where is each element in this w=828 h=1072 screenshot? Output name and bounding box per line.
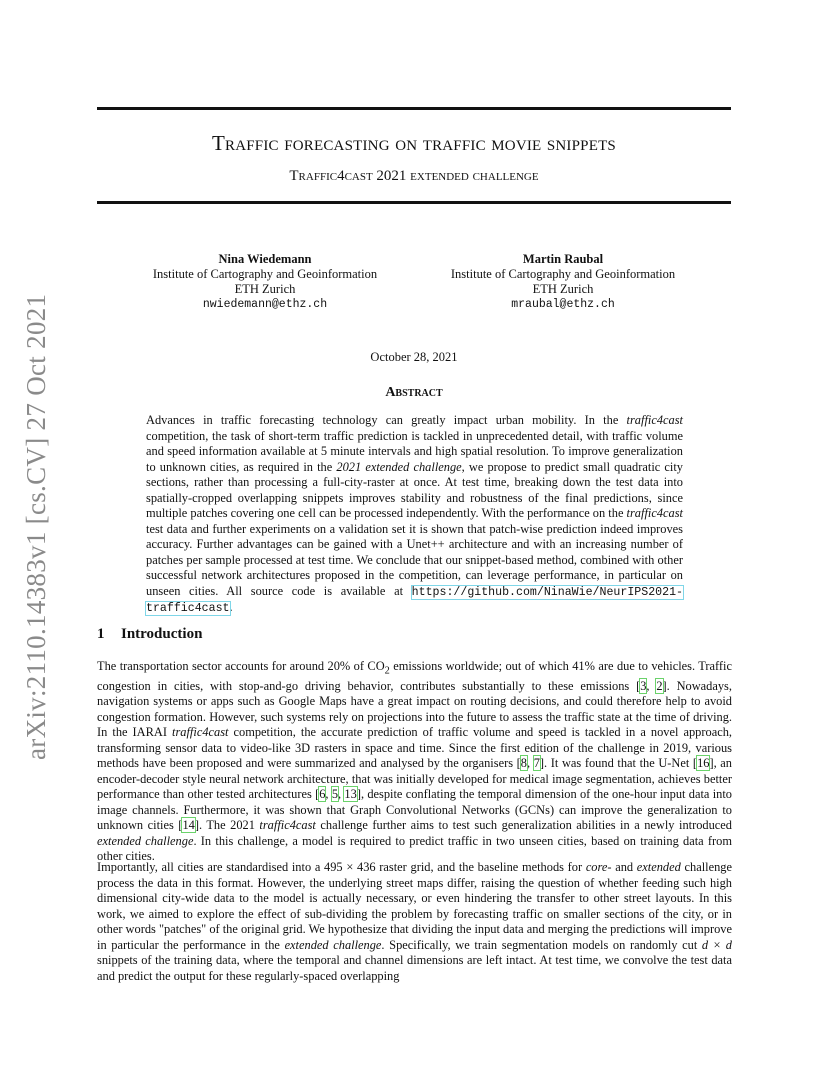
- author-affiliation: Institute of Cartography and Geoinformation: [152, 267, 378, 281]
- body-text: challenge further aims to test such generalization abilities in a newly introduced: [315, 818, 733, 833]
- subscript: 2: [384, 665, 390, 677]
- body-text: ]. The 2021: [194, 818, 260, 833]
- title-rule-top: [97, 107, 731, 110]
- body-emphasis: traffic4cast: [172, 725, 229, 740]
- body-text: Importantly, all cities are standardised into a 495 × 436 raster grid, and the baseline methods for: [97, 860, 586, 874]
- title-rule-bottom: [97, 201, 731, 204]
- body-text: ,: [646, 678, 657, 693]
- citation-link[interactable]: 8: [520, 756, 527, 771]
- body-text: snippets of the training data, where the temporal and channel dimensions are left intact. At test time, we convolve the test data and predict the output for these regularly-spaced overlapping: [97, 953, 732, 983]
- body-text: ,: [325, 787, 332, 802]
- author-block-1: [115, 252, 415, 312]
- paper-subtitle: Traffic4cast 2021 extended challenge: [289, 168, 539, 184]
- citation-link[interactable]: 14: [182, 818, 195, 833]
- author-name: Martin Raubal: [522, 252, 604, 266]
- author-block-2: [413, 252, 713, 312]
- introduction-paragraph-2: [97, 860, 732, 984]
- source-code-link[interactable]: https://github.com/NinaWie/NeurIPS2021-traffic4cast: [146, 585, 683, 615]
- citation-link[interactable]: 6: [319, 787, 326, 802]
- abstract-text: , we propose to predict small quadratic city sections, rather than processing a full-city-raster at once. At test time, breaking down the test data into spatially-cropped overlapping snippets improves stability and robustness of the final predictions, since multiple patches covering one cell can be processed independently. With the performance on the: [146, 459, 683, 520]
- body-emphasis: extended challenge: [97, 833, 194, 848]
- body-emphasis: traffic4cast: [259, 818, 316, 833]
- abstract-body: [146, 413, 683, 617]
- author-email[interactable]: mraubal@ethz.ch: [511, 298, 615, 311]
- body-text: . In this challenge, a model is required to predict traffic in two unseen cities, based on training data from other cities.: [97, 833, 732, 864]
- abstract-heading: Abstract: [385, 385, 443, 400]
- body-text: challenge process the data in this format. However, the underlying street maps differ, raising the question of whether feeding such high dimensional city-wide data to the model is actually necessary, or even hindering the transfer to other street layouts. In this work, we aimed to explore the effect of sub-dividing the problem by forecasting traffic on smaller sections of the city, or in other words "patches" of the original grid. We hypothesize that dividing the input data and merging the predictions will improve in particular the performance in the: [97, 860, 732, 952]
- author-institution: ETH Zurich: [532, 282, 594, 296]
- citation-link[interactable]: 2: [656, 678, 663, 693]
- body-text: - and: [607, 860, 637, 874]
- paper-date: October 28, 2021: [370, 350, 458, 364]
- introduction-paragraph-1: [97, 659, 732, 865]
- abstract-text: Advances in traffic forecasting technology can greatly impact urban mobility. In the: [146, 413, 627, 427]
- section-number: 1: [97, 626, 105, 642]
- author-email[interactable]: nwiedemann@ethz.ch: [202, 298, 328, 311]
- section-heading-introduction: [97, 626, 202, 643]
- body-text: emissions worldwide; out of which 41% are due to vehicles. Traffic congestion in cities, with stop-and-go driving behavior, contributes substantially to these emissions [: [97, 659, 732, 693]
- body-emphasis: extended challenge: [284, 937, 382, 952]
- body-text: ]. Nowadays, navigation systems or apps such as Google Maps have a great impact on routing decisions, and could therefore help to avoid congestion formation. However, such systems rely on projections into the future to assess the traffic state at the time of driving. In the IARAI: [97, 678, 732, 740]
- body-text: ], an encoder-decoder style neural network architecture, that was initially developed for medical image segmentation, achieves better performance than other tested architectures [: [97, 756, 732, 802]
- abstract-text: competition, the task of short-term traffic prediction is tackled in unprecedented detail, with traffic volume and speed information available at 5 minute intervals and high spatial resolution. To improve generalization to unknown cities, as required in the: [146, 428, 683, 474]
- abstract-emphasis: traffic4cast: [626, 506, 683, 520]
- body-text: ]. It was found that the U-Net [: [539, 756, 698, 771]
- abstract-emphasis: traffic4cast: [626, 413, 683, 427]
- body-text: ,: [338, 787, 345, 802]
- abstract-text: .: [229, 600, 233, 614]
- citation-link[interactable]: 16: [697, 756, 710, 771]
- paper-title: Traffic forecasting on traffic movie snippets: [212, 131, 616, 155]
- body-text: ], despite conflating the temporal dimension of the one-hour input data into image channels. Furthermore, it was shown that Graph Convolutional Networks (GCNs) can improve the generalization to unknown cities [: [97, 787, 733, 833]
- citation-link[interactable]: 3: [640, 678, 647, 693]
- citation-link[interactable]: 5: [331, 787, 339, 802]
- body-emphasis: extended: [636, 860, 681, 874]
- body-text: The transportation sector accounts for around 20% of CO: [97, 659, 385, 673]
- author-institution: ETH Zurich: [234, 282, 296, 296]
- body-text: . Specifically, we train segmentation models on randomly cut: [381, 937, 702, 952]
- arxiv-identifier: arXiv:2110.14383v1 [cs.CV] 27 Oct 2021: [21, 293, 51, 760]
- citation-link[interactable]: 13: [344, 787, 357, 802]
- author-name: Nina Wiedemann: [218, 252, 312, 266]
- author-affiliation: Institute of Cartography and Geoinformation: [450, 267, 676, 281]
- abstract-emphasis: 2021 extended challenge: [336, 459, 462, 474]
- body-emphasis: core: [585, 860, 608, 874]
- abstract-text: test data and further experiments on a validation set it is shown that patch-wise prediction indeed improves accuracy. Further advantages can be gained with a Unet++ architecture and with an increasing number of patches per sample processed at test time. We conclude that our snippet-based method, combined with other successful network architectures proposed in the competition, can leverage performance, in particular on unseen cities. All source code is available at: [146, 521, 683, 598]
- section-title: Introduction: [121, 626, 203, 642]
- body-text: ,: [526, 756, 534, 771]
- body-text: competition, the accurate prediction of traffic volume and speed is tackled in a novel approach, transforming sensor data to video-like 3D rasters in space and time. Since the first edition of the challenge in 2019, various methods have been proposed and were summarized and analysed by the organisers [: [97, 725, 732, 771]
- citation-link[interactable]: 7: [533, 756, 540, 771]
- body-emphasis: d × d: [701, 937, 732, 952]
